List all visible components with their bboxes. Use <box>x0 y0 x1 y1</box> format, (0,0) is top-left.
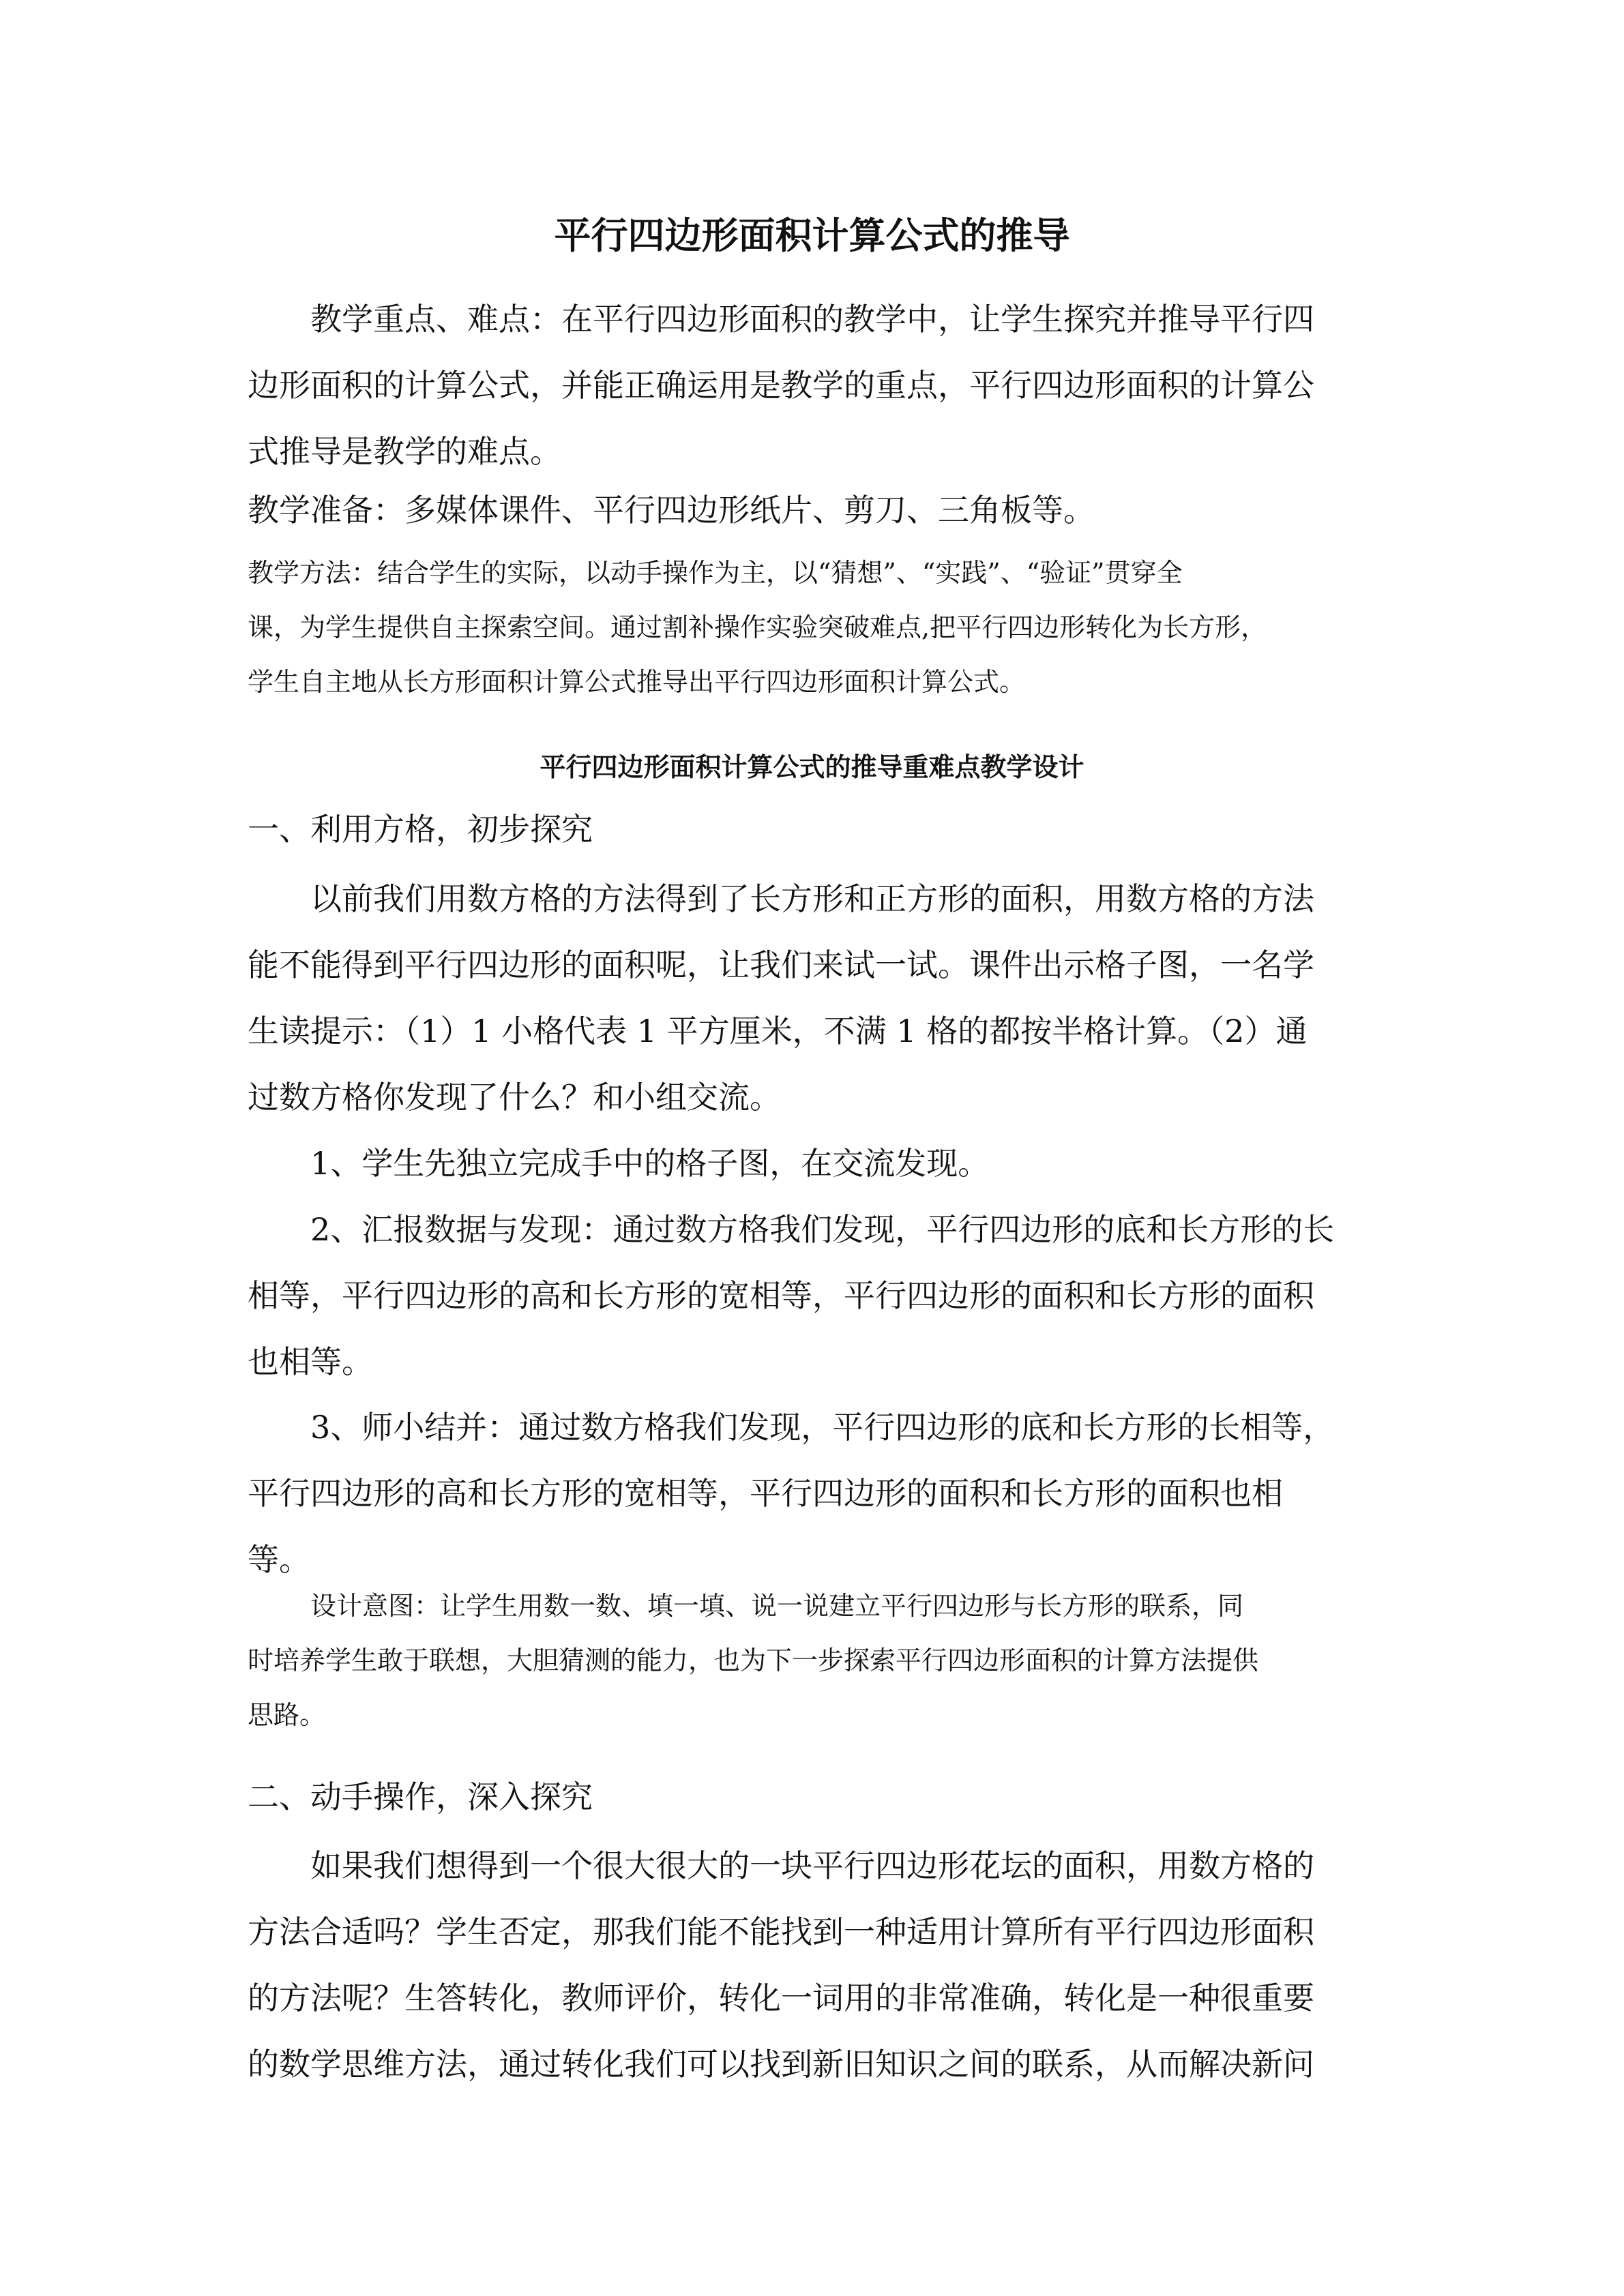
text-line: 2、汇报数据与发现：通过数方格我们发现，平行四边形的底和长方形的长 <box>310 1211 1335 1248</box>
text-line: 时培养学生敢于联想，大胆猜测的能力，也为下一步探索平行四边形面积的计算方法提供 <box>248 1645 1259 1675</box>
document-title: 平行四边形面积计算公式的推导 <box>554 213 1070 257</box>
focus-paragraph <box>248 286 1393 485</box>
text-line: 设计意图：让学生用数一数、填一填、说一说建立平行四边形与长方形的联系，同 <box>310 1591 1244 1621</box>
section1-step3 <box>248 1395 1393 1593</box>
section2-heading: 二、动手操作，深入探究 <box>248 1778 593 1815</box>
text-line: 教学重点、难点：在平行四边形面积的教学中，让学生探究并推导平行四 <box>310 301 1314 338</box>
method-paragraph <box>248 546 1393 709</box>
text-line: 平行四边形的高和长方形的宽相等，平行四边形的面积和长方形的面积也相 <box>248 1475 1283 1512</box>
section1-heading-wrap <box>248 802 1393 856</box>
text-line: 课，为学生提供自主探索空间。通过割补操作实验突破难点,把平行四边形转化为长方形， <box>248 612 1267 642</box>
section1-intro <box>248 866 1393 1131</box>
text-line: 生读提示：（1）1 小格代表 1 平方厘米，不满 1 格的都按半格计算。（2）通 <box>248 1013 1308 1049</box>
prep-paragraph <box>248 477 1393 543</box>
text-line: 教学方法：结合学生的实际，以动手操作为主，以“猜想”、“实践”、“验证”贯穿全 <box>248 558 1183 588</box>
text-line: 式推导是教学的难点。 <box>248 433 561 470</box>
text-line: 1、学生先独立完成手中的格子图，在交流发现。 <box>310 1145 990 1182</box>
text-line: 过数方格你发现了什么？和小组交流。 <box>248 1079 781 1116</box>
section1-step2 <box>248 1197 1393 1395</box>
text-line: 的数学思维方法，通过转化我们可以找到新旧知识之间的联系，从而解决新问 <box>248 2046 1314 2083</box>
text-line: 边形面积的计算公式，并能正确运用是教学的重点，平行四边形面积的计算公 <box>248 367 1314 404</box>
text-line: 也相等。 <box>248 1343 373 1380</box>
section1-step1 <box>248 1131 1393 1197</box>
text-line: 3、师小结并：通过数方格我们发现，平行四边形的底和长方形的长相等， <box>310 1409 1335 1446</box>
design-subtitle: 平行四边形面积计算公式的推导重难点教学设计 <box>540 751 1084 782</box>
text-line: 的方法呢？生答转化，教师评价，转化一词用的非常准确，转化是一种很重要 <box>248 1980 1314 2016</box>
section2-heading-wrap <box>248 1770 1393 1824</box>
text-line: 等。 <box>248 1541 310 1578</box>
text-line: 如果我们想得到一个很大很大的一块平行四边形花坛的面积，用数方格的 <box>310 1847 1314 1884</box>
text-line: 以前我们用数方格的方法得到了长方形和正方形的面积，用数方格的方法 <box>310 880 1314 917</box>
text-line: 思路。 <box>248 1700 326 1730</box>
text-line: 教学准备：多媒体课件、平行四边形纸片、剪刀、三角板等。 <box>248 492 1095 528</box>
section1-intent <box>248 1579 1393 1742</box>
text-line: 学生自主地从长方形面积计算公式推导出平行四边形面积计算公式。 <box>248 667 1026 697</box>
text-line: 相等，平行四边形的高和长方形的宽相等，平行四边形的面积和长方形的面积 <box>248 1277 1314 1314</box>
section2-intro <box>248 1833 1393 2098</box>
text-line: 能不能得到平行四边形的面积呢，让我们来试一试。课件出示格子图，一名学 <box>248 946 1314 983</box>
text-line: 方法合适吗？学生否定，那我们能不能找到一种适用计算所有平行四边形面积 <box>248 1913 1314 1950</box>
section1-heading: 一、利用方格，初步探究 <box>248 811 593 848</box>
